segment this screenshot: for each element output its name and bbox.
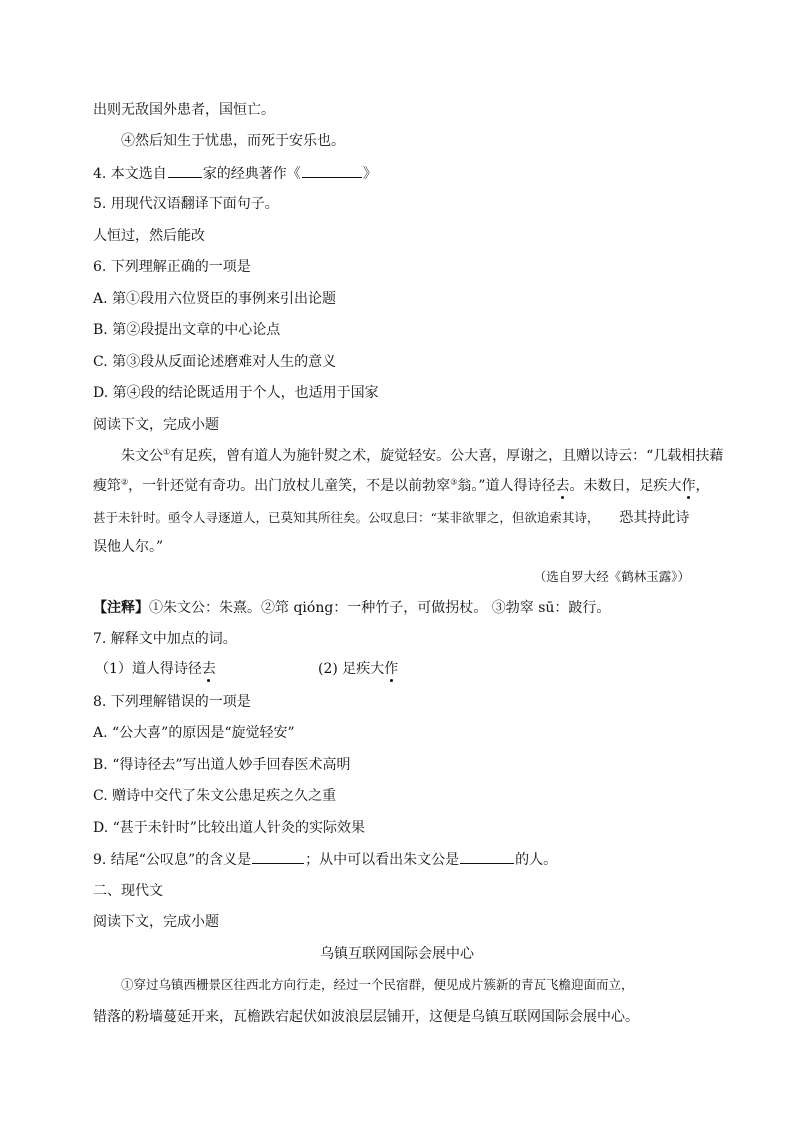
answer-blank[interactable] — [460, 850, 514, 864]
passage-line — [121, 447, 723, 465]
passage-line — [93, 509, 689, 527]
text-line: 出则无敌国外患者，国恒亡。 — [93, 102, 275, 118]
note-mark: ② — [121, 477, 129, 487]
article-title: 乌镇互联网国际会展中心 — [320, 946, 474, 962]
article-line: ①穿过乌镇西栅景区往西北方向行走，经过一个民宿群，便见成片簇新的青瓦飞檐迎面而立， — [121, 977, 634, 992]
option-b: B. 第②段提出文章的中心论点 — [93, 322, 281, 338]
dotted-word: 作 — [681, 478, 696, 494]
option-a: A. 第①段用六位贤臣的事例来引出论题 — [93, 291, 337, 307]
option-d: D. 第④段的结论既适用于个人，也适用于国家 — [93, 385, 379, 401]
option-d: D. “甚于未针时”比较出道人针灸的实际效果 — [93, 820, 365, 836]
question-8: 8. 下列理解错误的一项是 — [93, 694, 251, 710]
question-7: 7. 解释文中加点的词。 — [93, 631, 237, 647]
passage-text: 瘦筇 — [93, 478, 121, 494]
note-mark: ① — [163, 447, 171, 457]
annotation-text: ①朱文公：朱熹。②筇 qióng：一种竹子，可做拐杖。 ③勃窣 sū：跛行。 — [149, 600, 611, 616]
question-text: 4. 本文选自 — [93, 166, 167, 182]
passage-text: 甚于未针时。亟令人寻逐道人，已莫知其所往矣。公叹息曰：“某非欲罪之，但欲追索其诗， — [93, 510, 600, 525]
question-text: ；从中可以看出朱文公是 — [305, 852, 460, 868]
dotted-word: 去 — [555, 478, 570, 494]
question-text: 家的经典著作《 — [202, 166, 301, 182]
question-9 — [93, 850, 557, 869]
option-c: C. 第③段从反面论述磨难对人生的意义 — [93, 354, 337, 370]
question-6: 6. 下列理解正确的一项是 — [93, 259, 251, 275]
answer-blank[interactable] — [168, 164, 202, 178]
passage-text: ， — [695, 478, 710, 494]
annotation — [93, 599, 610, 617]
note-mark: ③ — [450, 477, 458, 487]
option-c: C. 赠诗中交代了朱文公患足疾之久之重 — [93, 788, 337, 804]
question-text: 9. 结尾“公叹息”的含义是 — [93, 852, 252, 868]
annotation-tag: 【注释】 — [93, 600, 149, 616]
passage-text: 翁。”道人得诗径 — [457, 478, 556, 494]
question-text: 》 — [362, 166, 377, 182]
answer-blank[interactable] — [302, 164, 362, 178]
passage-text: 朱文公 — [121, 448, 163, 464]
passage-text: 恐其持此诗 — [619, 510, 690, 526]
text-line: 人恒过，然后能改 — [93, 228, 205, 244]
reading-instruction: 阅读下文，完成小题 — [93, 914, 219, 930]
section-heading: 二、现代文 — [93, 883, 163, 899]
question-4 — [93, 164, 377, 183]
option-b: B. “得诗径去”写出道人妙手回春医术高明 — [93, 757, 351, 773]
reading-instruction: 阅读下文，完成小题 — [93, 417, 219, 433]
question-7-item-2 — [318, 660, 398, 678]
source-citation: （选自罗大经《鹤林玉露》） — [533, 569, 690, 584]
passage-text: 。未数日，足疾大 — [569, 478, 682, 494]
question-text: (2) 足疾大 — [318, 661, 385, 677]
text-line: ④然后知生于忧患，而死于安乐也。 — [121, 133, 345, 149]
option-a: A. “公大喜”的原因是“旋觉轻安” — [93, 725, 295, 741]
question-7-item-1 — [95, 660, 216, 678]
question-text: 的人。 — [515, 852, 558, 868]
answer-blank[interactable] — [252, 850, 304, 864]
question-text: （1）道人得诗径 — [95, 661, 202, 677]
question-5: 5. 用现代汉语翻译下面句子。 — [93, 196, 279, 212]
dotted-word: 作 — [384, 661, 399, 677]
article-line: 错落的粉墙蔓延开来，瓦檐跌宕起伏如波浪层层铺开，这便是乌镇互联网国际会展中心。 — [93, 1009, 639, 1025]
passage-text: 有足疾，曾有道人为施针熨之术，旋觉轻安。公大喜，厚谢之，且赠以诗云：“几载相扶藉 — [170, 448, 724, 464]
passage-text: ，一针还觉有奇功。出门放杖儿童笑，不是以前勃窣 — [128, 478, 451, 494]
passage-line: 误他人尔。” — [93, 539, 164, 555]
dotted-word: 去 — [201, 661, 216, 677]
passage-line — [93, 477, 710, 495]
